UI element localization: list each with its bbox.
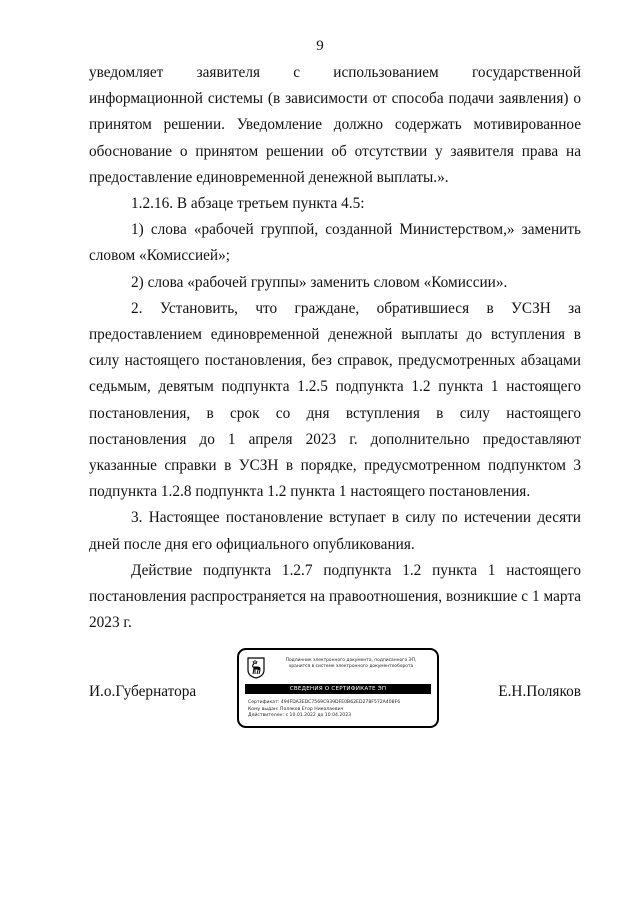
certificate-serial: Сертификат: 494FDA3EDC7569C939DFE0B62ED278F572A408F6 — [248, 700, 401, 705]
signature-block — [89, 648, 581, 732]
stamp-header: СВЕДЕНИЯ О СЕРТИФИКАТЕ ЭП — [245, 684, 431, 694]
certificate-details — [248, 700, 434, 720]
paragraph-section-2: 2. Установить, что граждане, обратившиеся в УСЗН за предоставлением единовременной денежной выплаты до вступления в силу настоящего постановления, без справок, предусмотренных абзацами седьмым, девятым подпункта 1.2.5 подпункта 1.2 пункта 1 настоящего постановления, в срок со дня вступления в силу настоящего постановления до 1 апреля 2023 г. дополнительно предоставляют указанные справки в УСЗН в порядке, предусмотренном подпунктом 3 подпункта 1.2.8 подпункта 1.2 пункта 1 настоящего постановления. — [89, 299, 581, 501]
stamp-notice-line: хранится в системе электронного документооборота — [288, 664, 414, 669]
stamp-notice-line: Подлинник электронного документа, подписанного ЭП, — [285, 658, 417, 663]
signer-name: Е.Н.Поляков — [498, 683, 581, 700]
stamp-notice — [269, 658, 433, 670]
paragraph-item-2: 2) слова «рабочей группы» заменить словом «Комиссии». — [131, 273, 508, 291]
signer-title: И.о.Губернатора — [89, 683, 197, 700]
paragraph-notification: уведомляет заявителя с использованием государственной информационной системы (в зависимости от способа подачи заявления) о принятом решении. Уведомление должно содержать мотивированное обоснование о принятом решении об отсутствии у заявителя права на предоставление единовременной денежной выплаты.». — [89, 64, 581, 186]
paragraph-1-2-16: 1.2.16. В абзаце третьем пункта 4.5: — [131, 195, 365, 213]
page-number: 9 — [316, 38, 324, 54]
certificate-owner: Кому выдан: Поляков Егор Николаевич — [248, 706, 344, 712]
document-body — [89, 60, 581, 636]
certificate-validity: Действителен: с 10.01.2022 до 10.04.2023 — [248, 713, 352, 719]
coat-of-arms-deer-icon — [247, 657, 265, 679]
paragraph-item-1: 1) слова «рабочей группой, созданной Министерством,» заменить словом «Комиссией»; — [89, 221, 581, 265]
paragraph-section-3: 3. Настоящее постановление вступает в силу по истечении десяти дней после дня его официального опубликования. — [89, 509, 581, 553]
electronic-signature-stamp — [237, 648, 439, 728]
paragraph-retroactive: Действие подпункта 1.2.7 подпункта 1.2 пункта 1 настоящего постановления распространяется на правоотношения, возникшие с 1 марта 2023 г. — [89, 561, 581, 632]
